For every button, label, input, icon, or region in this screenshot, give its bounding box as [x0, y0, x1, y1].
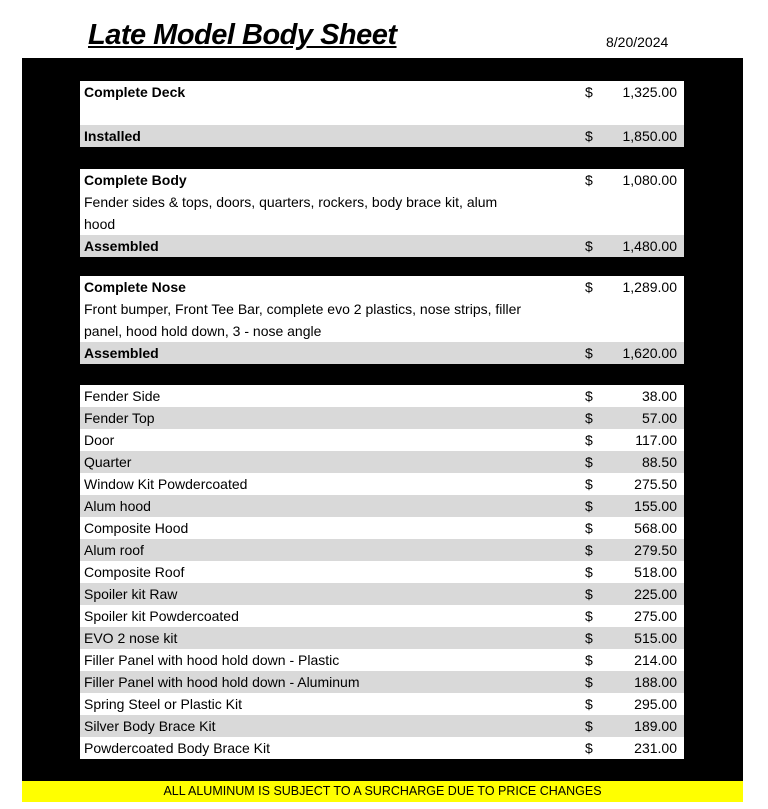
- page-title: Late Model Body Sheet: [88, 19, 397, 51]
- package-name: Complete Body: [84, 172, 187, 188]
- part-price: 279.50: [634, 542, 677, 558]
- upgrade-price: 1,850.00: [622, 128, 677, 144]
- parts-list: [80, 385, 684, 759]
- package-description-line: Front bumper, Front Tee Bar, complete evo 2 plastics, nose strips, filler: [80, 298, 684, 320]
- part-name: Composite Hood: [84, 520, 189, 536]
- part-row: [80, 385, 684, 407]
- package-complete-nose: [80, 276, 684, 364]
- part-price: 515.00: [634, 630, 677, 646]
- part-price: 155.00: [634, 498, 677, 514]
- part-name: Alum roof: [84, 542, 144, 558]
- currency-symbol: $: [585, 520, 593, 536]
- package-row: [80, 276, 684, 298]
- currency-symbol: $: [585, 696, 593, 712]
- currency-symbol: $: [585, 410, 593, 426]
- currency-symbol: $: [585, 498, 593, 514]
- currency-symbol: $: [585, 718, 593, 734]
- part-name: Filler Panel with hood hold down - Aluminum: [84, 674, 360, 690]
- upgrade-price: 1,480.00: [622, 238, 677, 254]
- upgrade-row: [80, 235, 684, 257]
- upgrade-label: Installed: [84, 128, 141, 144]
- currency-symbol: $: [585, 564, 593, 580]
- package-price: 1,289.00: [622, 279, 677, 295]
- upgrade-price: 1,620.00: [622, 345, 677, 361]
- part-price: 518.00: [634, 564, 677, 580]
- part-row: [80, 517, 684, 539]
- currency-symbol: $: [585, 608, 593, 624]
- part-price: 214.00: [634, 652, 677, 668]
- part-price: 38.00: [641, 388, 677, 404]
- part-price: 117.00: [635, 432, 677, 448]
- part-row: [80, 495, 684, 517]
- part-row: [80, 473, 684, 495]
- sheet-date: 8/20/2024: [606, 34, 669, 50]
- currency-symbol: $: [585, 542, 593, 558]
- currency-symbol: $: [585, 388, 593, 404]
- part-row: [80, 539, 684, 561]
- part-name: Composite Roof: [84, 564, 185, 580]
- part-row: [80, 583, 684, 605]
- currency-symbol: $: [585, 630, 593, 646]
- part-price: 568.00: [634, 520, 677, 536]
- part-price: 225.00: [634, 586, 677, 602]
- part-price: 189.00: [634, 718, 677, 734]
- package-name: Complete Nose: [84, 279, 186, 295]
- part-row: [80, 649, 684, 671]
- part-name: Filler Panel with hood hold down - Plastic: [84, 652, 340, 668]
- part-row: [80, 715, 684, 737]
- part-name: Spring Steel or Plastic Kit: [84, 696, 242, 712]
- part-name: Silver Body Brace Kit: [84, 718, 216, 734]
- package-price: 1,325.00: [622, 84, 677, 100]
- part-price: 231.00: [634, 740, 677, 756]
- currency-symbol: $: [585, 454, 593, 470]
- part-name: Alum hood: [84, 498, 151, 514]
- package-row: [80, 169, 684, 191]
- currency-symbol: $: [585, 432, 593, 448]
- price-sheet-frame: [22, 58, 743, 781]
- upgrade-label: Assembled: [84, 238, 159, 254]
- package-complete-deck: [80, 81, 684, 147]
- part-price: 295.00: [634, 696, 677, 712]
- part-price: 88.50: [641, 454, 677, 470]
- currency-symbol: $: [585, 586, 593, 602]
- currency-symbol: $: [585, 740, 593, 756]
- package-description-line: Fender sides & tops, doors, quarters, rockers, body brace kit, alum: [80, 191, 684, 213]
- part-name: Door: [84, 432, 115, 448]
- part-row: [80, 605, 684, 627]
- part-price: 57.00: [641, 410, 677, 426]
- part-row: [80, 693, 684, 715]
- currency-symbol: $: [585, 652, 593, 668]
- currency-symbol: $: [585, 345, 593, 361]
- part-name: Spoiler kit Powdercoated: [84, 608, 239, 624]
- currency-symbol: $: [585, 84, 593, 100]
- part-name: EVO 2 nose kit: [84, 630, 178, 646]
- part-row: [80, 671, 684, 693]
- part-price: 275.50: [634, 476, 677, 492]
- upgrade-label: Assembled: [84, 345, 159, 361]
- surcharge-notice-banner: ALL ALUMINUM IS SUBJECT TO A SURCHARGE DUE TO PRICE CHANGES: [22, 781, 743, 802]
- currency-symbol: $: [585, 172, 593, 188]
- currency-symbol: $: [585, 674, 593, 690]
- currency-symbol: $: [585, 238, 593, 254]
- part-row: [80, 451, 684, 473]
- upgrade-row: [80, 342, 684, 364]
- part-price: 188.00: [634, 674, 677, 690]
- part-name: Spoiler kit Raw: [84, 586, 178, 602]
- currency-symbol: $: [585, 476, 593, 492]
- package-description-line: hood: [80, 213, 684, 235]
- currency-symbol: $: [585, 128, 593, 144]
- package-complete-body: [80, 169, 684, 257]
- part-row: [80, 627, 684, 649]
- upgrade-row: [80, 125, 684, 147]
- part-row: [80, 407, 684, 429]
- package-row: [80, 81, 684, 125]
- package-name: Complete Deck: [84, 84, 186, 100]
- currency-symbol: $: [585, 279, 593, 295]
- part-price: 275.00: [634, 608, 677, 624]
- part-name: Window Kit Powdercoated: [84, 476, 248, 492]
- part-name: Powdercoated Body Brace Kit: [84, 740, 270, 756]
- part-row: [80, 561, 684, 583]
- part-name: Fender Top: [84, 410, 155, 426]
- package-description-line: panel, hood hold down, 3 - nose angle: [80, 320, 684, 342]
- part-name: Fender Side: [84, 388, 161, 404]
- package-price: 1,080.00: [622, 172, 677, 188]
- part-row: [80, 737, 684, 759]
- part-name: Quarter: [84, 454, 132, 470]
- part-row: [80, 429, 684, 451]
